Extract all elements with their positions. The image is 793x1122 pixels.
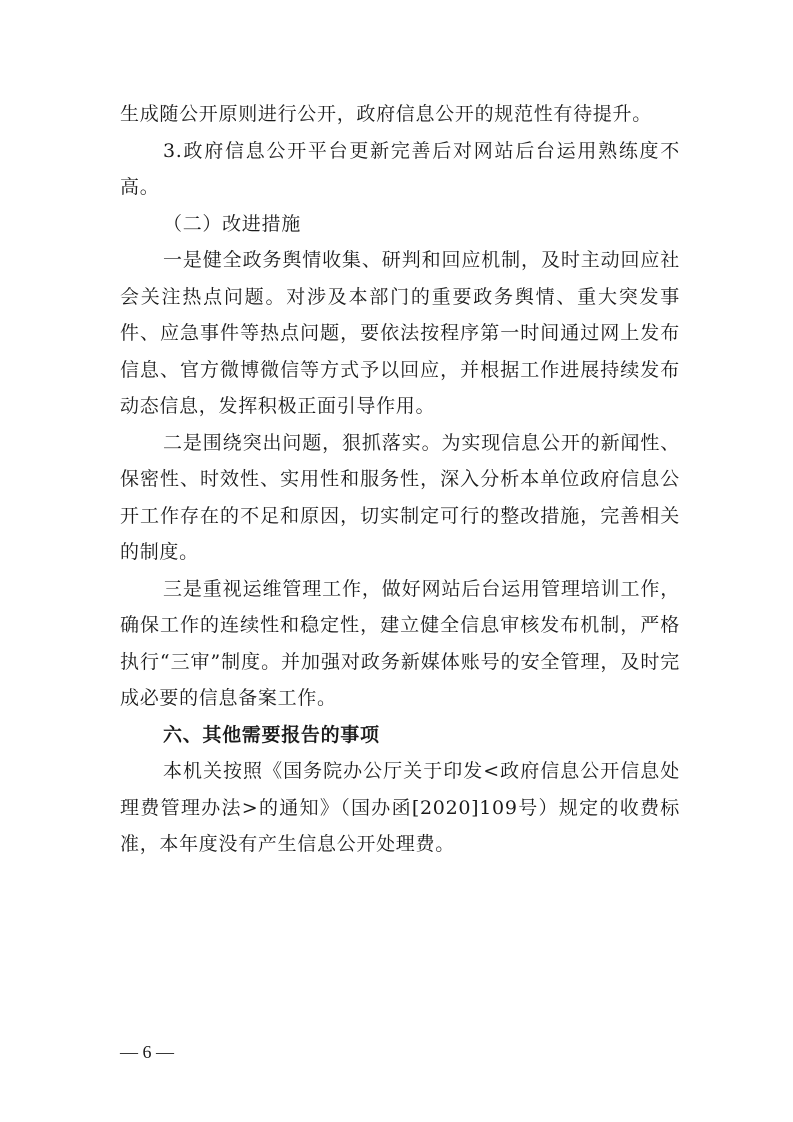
page-number: — 6 — [120,1042,174,1062]
paragraph-item-3: 3.政府信息公开平台更新完善后对网站后台运用熟练度不高。 [120,139,680,198]
section-heading: 六、其他需要报告的事项 [163,723,380,746]
paragraph-fees: 本机关按照《国务院办公厅关于印发<政府信息公开信息处理费管理办法>的通知》（国办函[2020]109号）规定的收费标准，本年度没有产生信息公开处理费。 [120,760,680,855]
paragraph-continuation: 生成随公开原则进行公开，政府信息公开的规范性有待提升。 [120,103,652,125]
paragraph-measure-1: 一是健全政务舆情收集、研判和回应机制，及时主动回应社会关注热点问题。对涉及本部门的重要政务舆情、重大突发事件、应急事件等热点问题，要依法按程序第一时间通过网上发布信息、官方微博微信等方式予以回应，并根据工作进展持续发布动态信息，发挥积极正面引导作用。 [120,249,680,417]
paragraph-measure-3: 三是重视运维管理工作，做好网站后台运用管理培训工作，确保工作的连续性和稳定性，建立健全信息审核发布机制，严格执行“三审”制度。并加强对政务新媒体账号的安全管理，及时完成必要的信息备案工作。 [120,577,680,709]
section-subheading: （二）改进措施 [163,212,301,235]
paragraph-measure-2: 二是围绕突出问题，狠抓落实。为实现信息公开的新闻性、保密性、时效性、实用性和服务性，深入分析本单位政府信息公开工作存在的不足和原因，切实制定可行的整改措施，完善相关的制度。 [120,431,680,563]
document-body [120,96,680,863]
